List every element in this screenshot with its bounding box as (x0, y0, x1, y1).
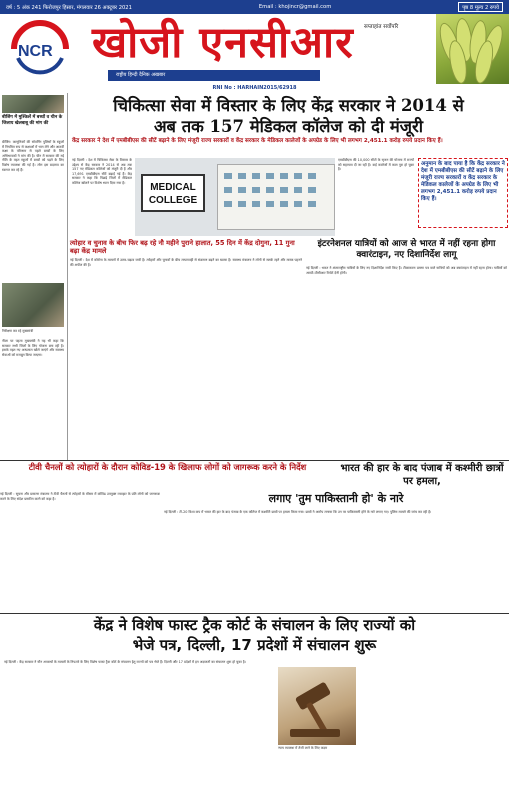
lead-column-1: नई दिल्ली : देश में चिकित्सा सेवा के विस्तार के उद्देश्य से केंद्र सरकार ने 2014 से अब तक 157 नए मेडिकल कॉलेजों को मंजूरी दी है और 17,691 एमबीबीएस सीटें बढ़ाई गई हैं। केंद्र सरकार ने कहा कि पिछड़े जिलों में मेडिकल कॉलेज खोलने पर विशेष ध्यान दिया गया है। (72, 158, 132, 185)
ncr-logo-icon (4, 18, 90, 80)
email-address[interactable]: Email : khojincr@gmail.com (258, 4, 332, 10)
tv-headline: टीवी चैनलों को त्योहारों के दौरान कोविड-19 के खिलाफ लोगों को जागरूक करने के निर्देश (28, 462, 307, 472)
college-building (217, 164, 335, 230)
kashmir-headline-line2: लगाए 'तुम पाकिस्तानी हो' के नारे (268, 492, 404, 505)
left-column-headline: बीजिंग में मुश्किलें में बच्चों व चीन के जिलाय खेलबाबू की मांग की (2, 115, 63, 126)
fasttrack-headline-line2: भेजे पत्र, दिल्ली, 17 प्रदेशों में संचालन शुरू (132, 636, 377, 654)
page-price: पृष्ठ 8 मूल्य 2 रुपये (458, 2, 503, 12)
international-headline: इंटरनेशनल यात्रियों को आज से भारत में नहीं रहना होगा क्वारंटाइन, नए दिशानिर्देश लागू (317, 239, 496, 260)
masthead (0, 14, 509, 84)
fasttrack-body-right (360, 660, 506, 796)
logo-text: NCR (18, 43, 53, 60)
section-divider (0, 460, 509, 461)
gavel-photo-caption: न्याय व्यवस्था में तेजी लाने के लिए कदम (278, 746, 328, 750)
international-body: नई दिल्ली : भारत ने अंतरराष्ट्रीय यात्रियों के लिए नए दिशानिर्देश जारी किए हैं। टीकाकरण प्रमाण पत्र वाले यात्रियों को अब क्वारंटाइन में नहीं रहना होगा। यात्रियों को आरटी-पीसीआर रिपोर्ट देनी होगी। (306, 266, 507, 275)
left-top-photo (2, 95, 64, 113)
edition-bar (0, 0, 509, 14)
fasttrack-headline (0, 615, 509, 655)
edition-info: वर्ष : 5 अंक 241 फिरोजपुर हिसार, मंगलवार 26 अक्टूबर 2021 (6, 5, 132, 11)
kashmir-headline-line1: भारत की हार के बाद पंजाब में कश्मीरी छात्रों पर हमला, (340, 463, 504, 487)
festival-body: नई दिल्ली : देश में कोरोना के मामलों में उतार-चढ़ाव जारी है। त्योहारों और चुनावों के बीच लापरवाही से संक्रमण बढ़ने का खतरा है। स्वास्थ्य मंत्रालय ने लोगों से सतर्क रहने और मास्क पहनने की अपील की है। (70, 258, 302, 267)
banana-photo (436, 14, 509, 84)
left-column-body: बीजिंग: कम्युनिस्टों की सोवर्निंग पुलिसों के स्कूलों में नियमित रूप से कक्षाओं में भाग लेने और आठवीं कक्षा के परिणाम से पहले बच्चों के लिए अभिभावकों ने मांग की है। चीन में सरकार की नई नीति के तहत स्कूलों में बच्चों को पढ़ने के लिए विशेष व्यवस्था की गई है। लोग इस बदलाव का स्वागत कर रहे हैं। (2, 140, 64, 172)
fasttrack-body: नई दिल्ली : केंद्र सरकार ने यौन अपराधों के मामलों के निपटारे के लिए विशेष फास्ट ट्रैक कोर्ट के संचालन हेतु राज्यों को पत्र भेजे हैं। दिल्ली और 17 प्रदेशों में इन अदालतों का संचालन शुरू हो चुका है। (4, 660, 246, 664)
kashmir-body: नई दिल्ली : टी-20 विश्व कप में भारत की हार के बाद पंजाब के एक कॉलेज में कश्मीरी छात्रों पर हमला किया गया। छात्रों ने आरोप लगाया कि उन पर पाकिस्तानी होने के नारे लगाए गए। पुलिस मामले की जांच कर रही है। (164, 510, 432, 514)
medical-college-photo (135, 158, 335, 236)
tv-body: नई दिल्ली : सूचना और प्रसारण मंत्रालय ने टीवी चैनलों से त्योहारों के मौसम में कोविड उपयुक्त व्यवहार के प्रति लोगों को जागरूक करने के लिए संदेश प्रसारित करने को कहा है। (0, 492, 160, 501)
lead-column-right: एमबीबीएस की 10,000 सीटों के सृजन की योजना में राज्यों को सहायता दी जा रही है। कई कालेजों में काम पूरा हो चुका है। (338, 158, 414, 172)
gavel-photo (278, 667, 356, 745)
lead-highlight-box: अनुमान के बाद पाया है कि केंद्र सरकार ने देश में एमबीबीएस की सीटें बढ़ाने के लिए मंजूरी राज्य सरकारों व केंद्र सरकार के मेडिकल कालेजों के अपग्रेड के लिए भी लगभग 2,451.1 करोड़ रुपये प्रदान किए हैं। (418, 158, 508, 228)
medical-college-sign: MEDICAL COLLEGE (141, 174, 205, 212)
lead-headline (70, 95, 507, 137)
masthead-subbanner: राष्ट्रीय हिन्दी दैनिक अखबार (108, 70, 320, 81)
newspaper-title: खोजी एनसीआर (92, 18, 354, 68)
festival-headline: त्योहार व चुनाव के बीच फिर बढ़ रहे नौ महीने पुराने हालात, 55 दिन में केंद्र दोगुना, 11 गुना बढ़ा केंद्र मामले (70, 239, 295, 255)
section-divider-2 (0, 613, 509, 614)
fasttrack-headline-line1: केंद्र ने विशेष फास्ट ट्रैक कोर्ट के संचालन के लिए राज्यों को (93, 616, 416, 634)
gavel-icon (278, 667, 356, 745)
rni-number: RNI No : HARHAIN2015/62918 (212, 85, 297, 91)
lead-subhead: केंद्र सरकार ने देश में एमबीबीएस की सीटें बढ़ाने के लिए मंजूरी राज्य सरकारों व केंद्र सरकार के मेडिकल कालेजों के अपग्रेड के लिए भी लगभग 2,451.1 करोड़ रुपये प्रदान किए हैं। (72, 138, 443, 144)
masthead-tagline: सप्ताहांत सर्वोपरि (364, 24, 399, 30)
left-inset-photo (2, 283, 64, 327)
left-photo-caption: निरीक्षण कर रहे मुख्यमंत्री (2, 329, 34, 333)
left-column (0, 93, 68, 460)
lead-headline-line1: चिकित्सा सेवा में विस्तार के लिए केंद्र सरकार ने 2014 से (113, 96, 464, 115)
lead-headline-line2: अब तक 157 मेडिकल कॉलेज को दी मंजूरी (153, 117, 424, 136)
left-column-body2: नीला पर पहला मुख्यमंत्री ने यह भी कहा कि सरकार सभी जिलों के लिए योजना बना रही है। इसके तहत नए अस्पताल खोले जाएंगे और स्वास्थ्य सेवाओं को मजबूत किया जाएगा। (2, 339, 64, 357)
